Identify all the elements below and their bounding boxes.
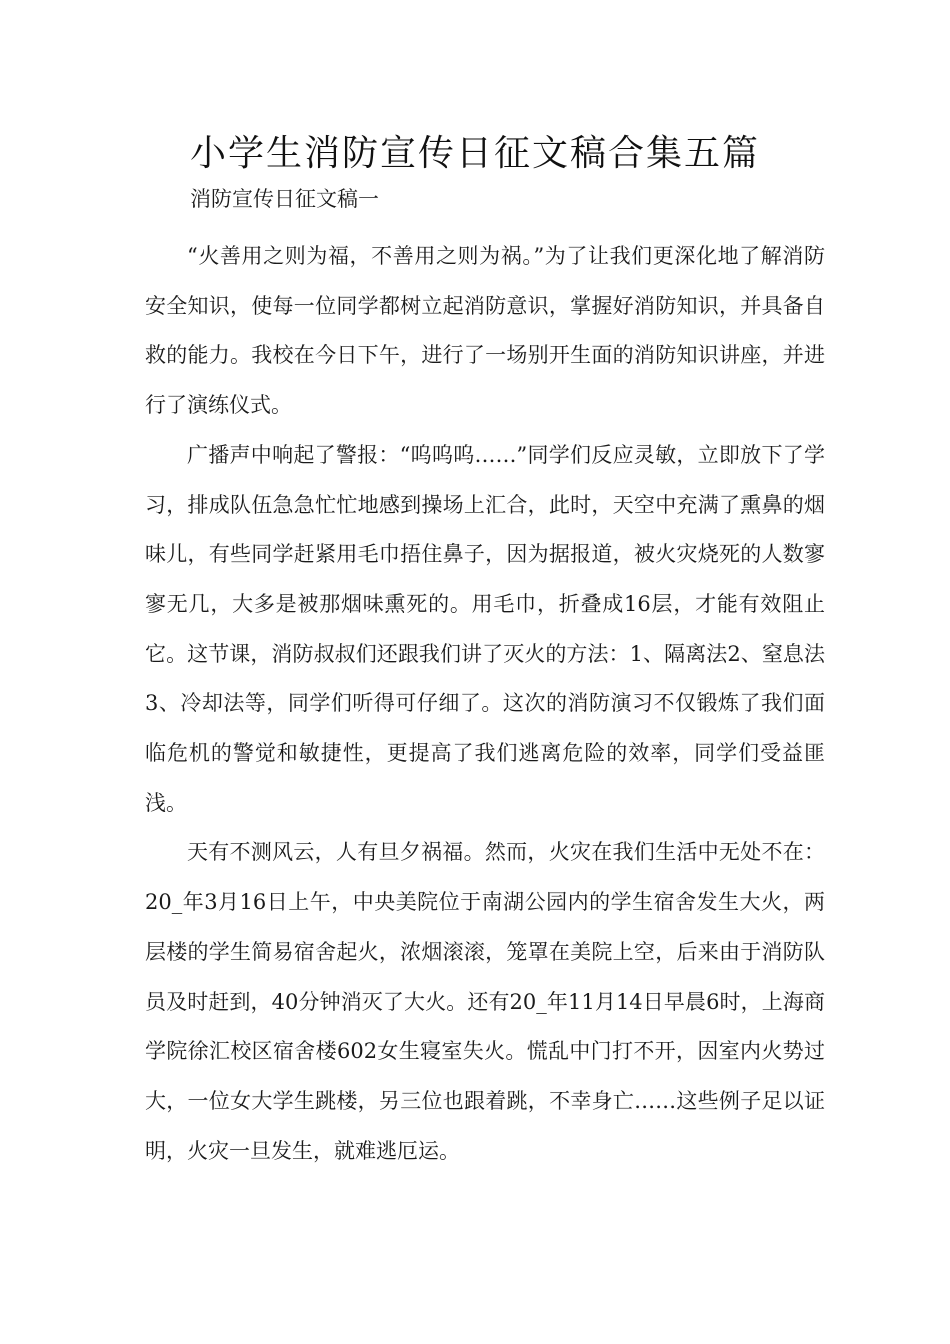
body-text	[145, 232, 825, 1176]
paragraph-3: 天有不测风云，人有旦夕祸福。然而，火灾在我们生活中无处不在：20_年3月16日上午，中央美院位于南湖公园内的学生宿舍发生大火，两层楼的学生简易宿舍起火，浓烟滚滚，笼罩在美院上空，后来由于消防队员及时赶到，40分钟消灭了大火。还有20_年11月14日早晨6时，上海商学院徐汇校区宿舍楼602女生寝室失火。慌乱中门打不开，因室内火势过大，一位女大学生跳楼，另三位也跟着跳，不幸身亡……这些例子足以证明，火灾一旦发生，就难逃厄运。	[145, 840, 825, 1163]
document-title: 小学生消防宣传日征文稿合集五篇	[189, 133, 760, 174]
paragraph-2: 广播声中响起了警报：“呜呜呜……”同学们反应灵敏，立即放下了学习，排成队伍急急忙忙地感到操场上汇合，此时，天空中充满了熏鼻的烟味儿，有些同学赶紧用毛巾捂住鼻子，因为据报道，被火灾烧死的人数寥寥无几，大多是被那烟味熏死的。用毛巾，折叠成16层，才能有效阻止它。这节课，消防叔叔们还跟我们讲了灭火的方法：1、隔离法2、窒息法3、冷却法等，同学们听得可仔细了。这次的消防演习不仅锻炼了我们面临危机的警觉和敏捷性，更提高了我们逃离危险的效率，同学们受益匪浅。	[145, 442, 825, 815]
section-heading: 消防宣传日征文稿一	[190, 187, 379, 211]
paragraph-1: “火善用之则为福，不善用之则为祸。”为了让我们更深化地了解消防安全知识，使每一位同学都树立起消防意识，掌握好消防知识，并具备自救的能力。我校在今日下午，进行了一场别开生面的消防知识讲座，并进行了演练仪式。	[145, 244, 825, 418]
